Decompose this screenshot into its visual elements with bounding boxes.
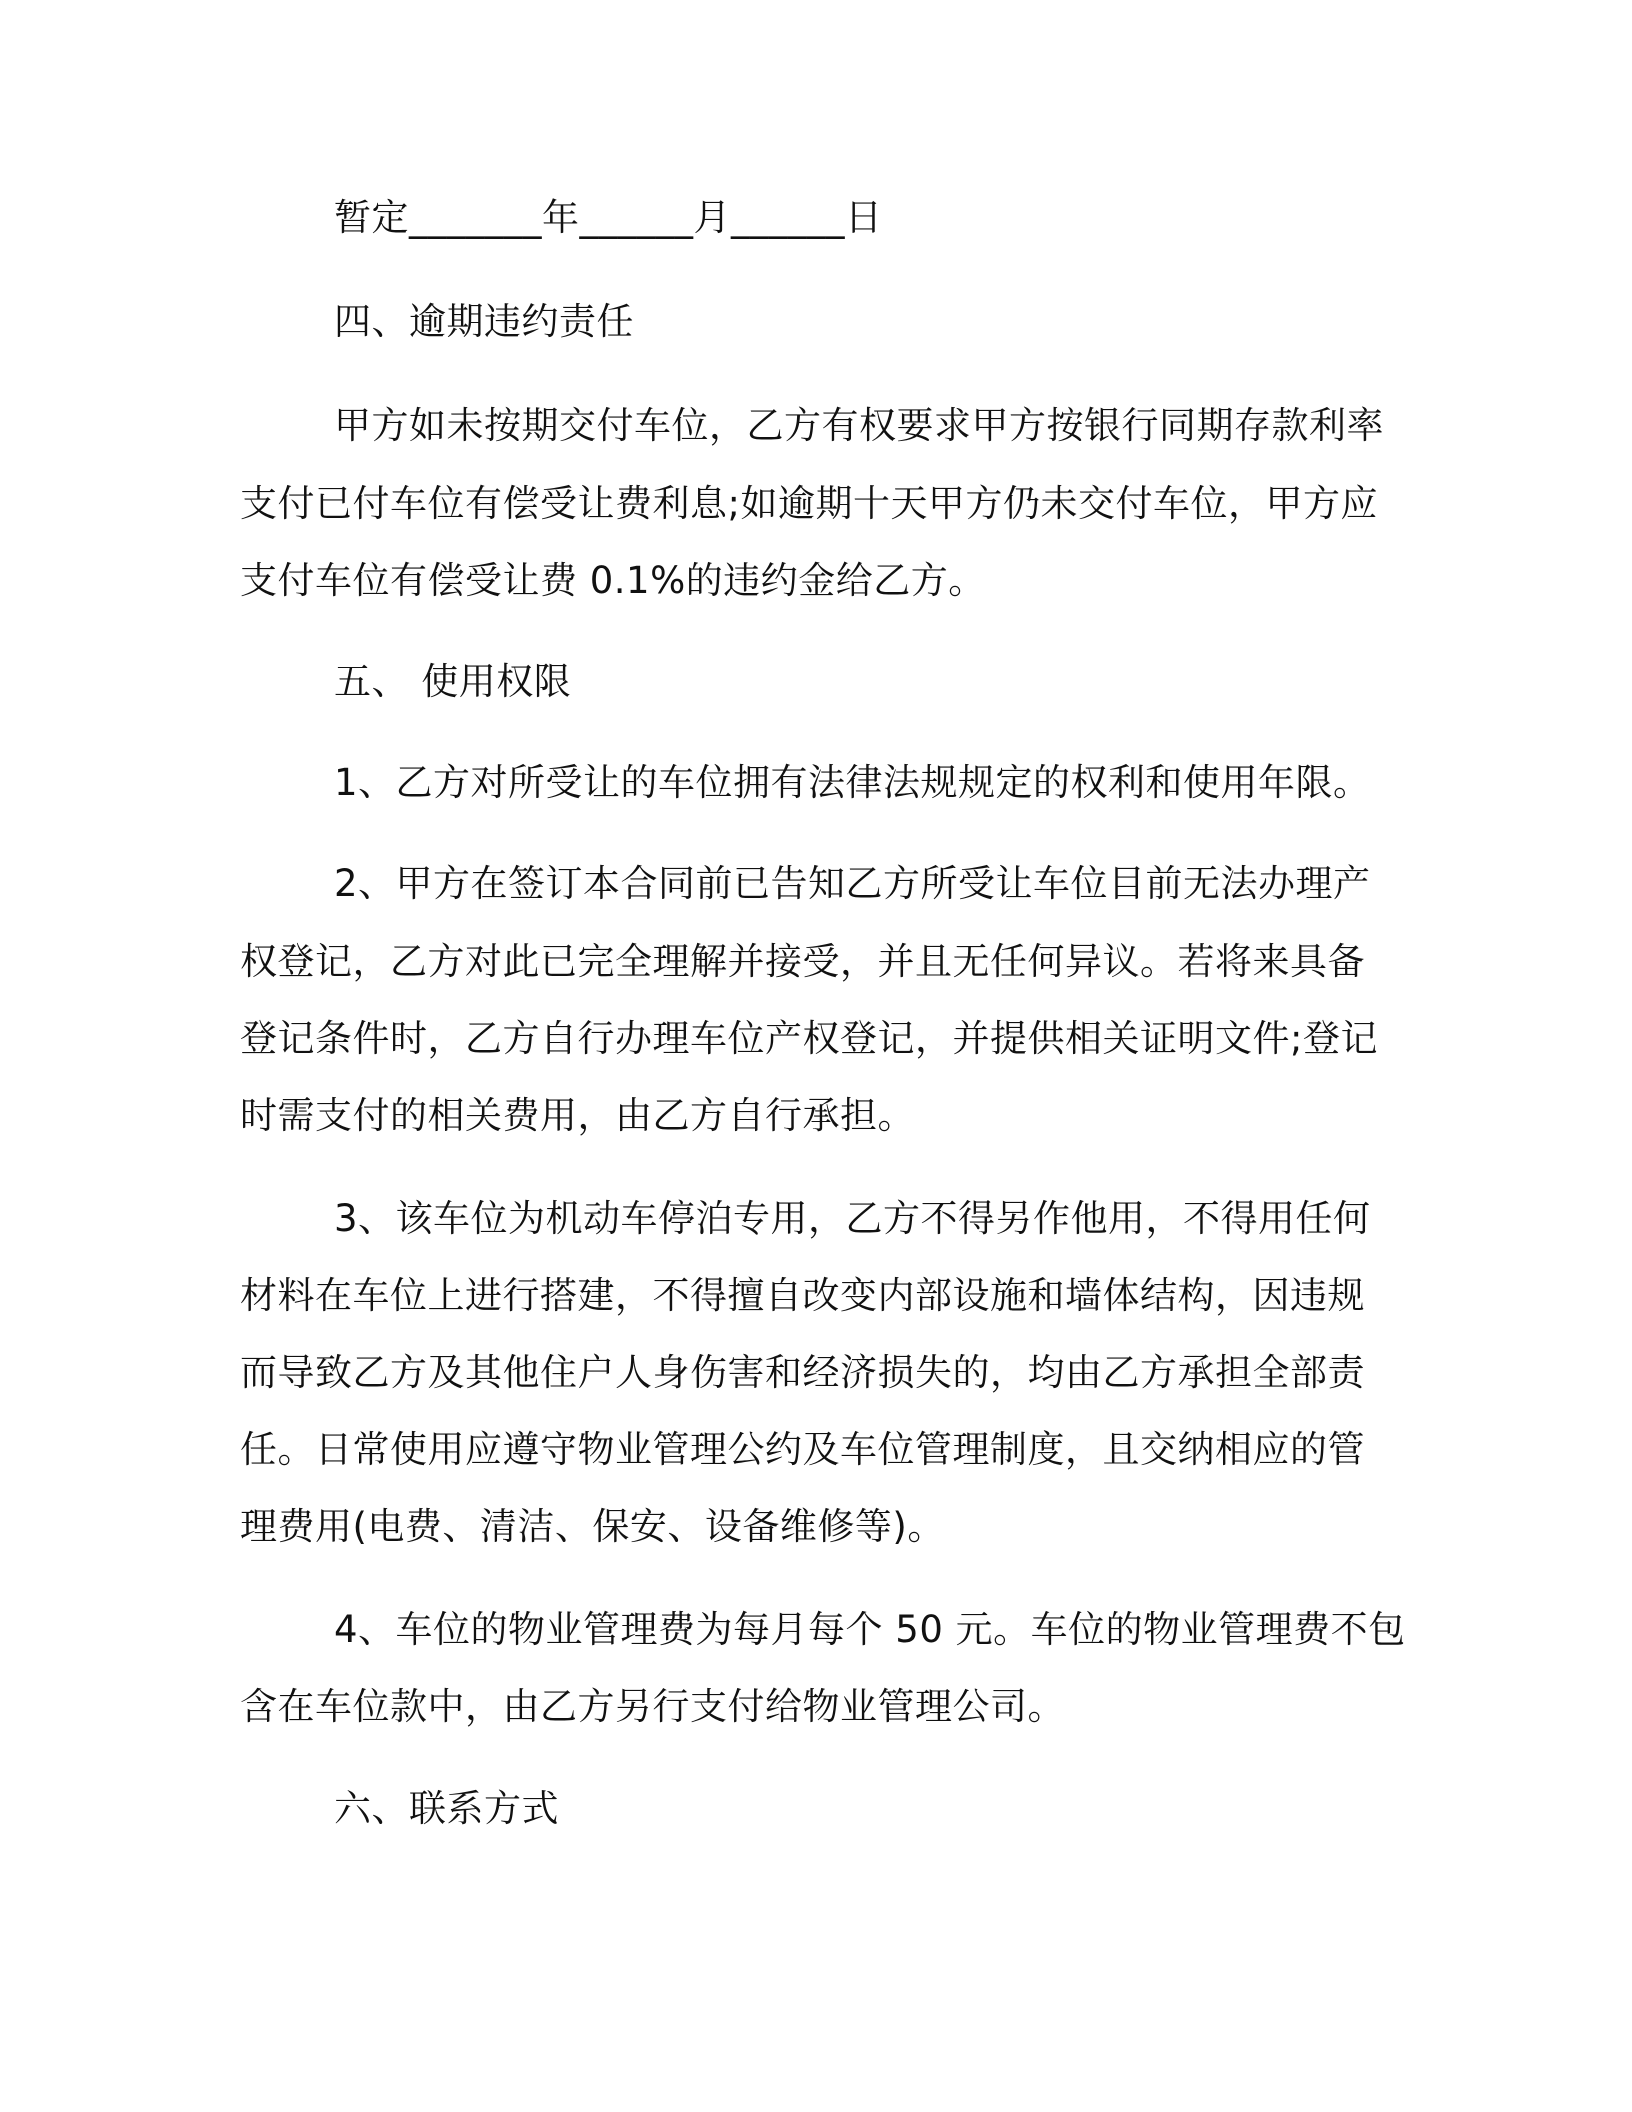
section-heading-overdue-liability: 四、逾期违约责任 — [334, 300, 634, 343]
paragraph-line: 支付已付车位有偿受让费利息;如逾期十天甲方仍未交付车位，甲方应 — [240, 482, 1378, 525]
paragraph-line: 甲方如未按期交付车位，乙方有权要求甲方按银行同期存款利率 — [334, 404, 1384, 447]
paragraph-line: 2、甲方在签订本合同前已告知乙方所受让车位目前无法办理产 — [334, 862, 1371, 905]
paragraph-line: 1、乙方对所受让的车位拥有法律法规规定的权利和使用年限。 — [334, 761, 1371, 804]
paragraph-line: 支付车位有偿受让费 0.1%的违约金给乙方。 — [240, 559, 986, 602]
section-heading-contact: 六、联系方式 — [334, 1787, 559, 1830]
paragraph-line: 而导致乙方及其他住户人身伤害和经济损失的，均由乙方承担全部责 — [240, 1351, 1365, 1394]
paragraph-line: 时需支付的相关费用，由乙方自行承担。 — [240, 1094, 915, 1137]
paragraph-line: 登记条件时，乙方自行办理车位产权登记，并提供相关证明文件;登记 — [240, 1017, 1378, 1060]
paragraph-line: 理费用(电费、清洁、保安、设备维修等)。 — [240, 1505, 945, 1548]
paragraph-line: 任。日常使用应遵守物业管理公约及车位管理制度，且交纳相应的管 — [240, 1428, 1365, 1471]
paragraph-line: 材料在车位上进行搭建，不得擅自改变内部设施和墙体结构，因违规 — [240, 1274, 1365, 1317]
tentative-date-line: 暂定_______年______月______日 — [334, 196, 883, 239]
paragraph-line: 含在车位款中，由乙方另行支付给物业管理公司。 — [240, 1685, 1065, 1728]
section-heading-usage-rights: 五、 使用权限 — [334, 660, 572, 703]
paragraph-line: 4、车位的物业管理费为每月每个 50 元。车位的物业管理费不包 — [334, 1608, 1406, 1651]
paragraph-line: 权登记，乙方对此已完全理解并接受，并且无任何异议。若将来具备 — [240, 940, 1365, 983]
paragraph-line: 3、该车位为机动车停泊专用，乙方不得另作他用，不得用任何 — [334, 1197, 1371, 1240]
